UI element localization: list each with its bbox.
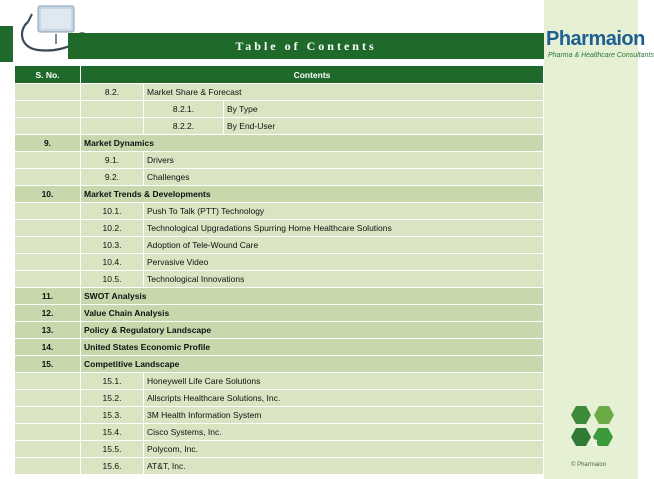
table-row [15, 169, 544, 186]
table-row [15, 220, 544, 237]
page-title: Table of Contents [235, 38, 377, 53]
row-number: 10.1. [81, 203, 144, 220]
row-number: 15.1. [81, 373, 144, 390]
row-title: Challenges [144, 169, 544, 186]
logo-name-a: Pharma [546, 28, 617, 50]
row-number: 10.4. [81, 254, 144, 271]
empty-cell [81, 101, 144, 118]
empty-cell [15, 169, 81, 186]
row-title: Market Trends & Developments [81, 186, 544, 203]
table-row [15, 288, 544, 305]
empty-cell [15, 424, 81, 441]
row-title: Honeywell Life Care Solutions [144, 373, 544, 390]
empty-cell [15, 441, 81, 458]
row-title: Cisco Systems, Inc. [144, 424, 544, 441]
empty-cell [15, 390, 81, 407]
empty-cell [15, 271, 81, 288]
row-title: AT&T, Inc. [144, 458, 544, 475]
column-header-contents: Contents [81, 66, 544, 84]
row-number: 14. [15, 339, 81, 356]
copyright-text: © Pharmaion [571, 462, 607, 468]
empty-cell [15, 407, 81, 424]
table-row [15, 254, 544, 271]
table-row [15, 101, 544, 118]
row-title: Adoption of Tele-Wound Care [144, 237, 544, 254]
table-row [15, 339, 544, 356]
row-title: Polycom, Inc. [144, 441, 544, 458]
row-title: Allscripts Healthcare Solutions, Inc. [144, 390, 544, 407]
row-number: 10. [15, 186, 81, 203]
table-row [15, 186, 544, 203]
table-row [15, 373, 544, 390]
row-number: 15. [15, 356, 81, 373]
table-row [15, 203, 544, 220]
row-number: 9.1. [81, 152, 144, 169]
row-number: 8.2.1. [144, 101, 224, 118]
column-header-no: S. No. [15, 66, 81, 84]
table-row [15, 390, 544, 407]
table-row [15, 407, 544, 424]
empty-cell [15, 152, 81, 169]
header-title-bar [68, 33, 544, 59]
empty-cell [15, 458, 81, 475]
row-title: Competitive Landscape [81, 356, 544, 373]
row-number: 15.3. [81, 407, 144, 424]
row-number: 8.2. [81, 84, 144, 101]
table-row [15, 458, 544, 475]
row-number: 15.6. [81, 458, 144, 475]
row-title: By Type [224, 101, 544, 118]
table-row [15, 271, 544, 288]
table-row [15, 356, 544, 373]
page-number: 3 [592, 438, 598, 448]
table-header-row [15, 66, 544, 84]
empty-cell [15, 118, 81, 135]
toc-body [15, 84, 544, 475]
row-title: SWOT Analysis [81, 288, 544, 305]
empty-cell [15, 220, 81, 237]
empty-cell [81, 118, 144, 135]
table-row [15, 118, 544, 135]
row-title: 3M Health Information System [144, 407, 544, 424]
row-title: Technological Upgradations Spurring Home Healthcare Solutions [144, 220, 544, 237]
row-number: 15.4. [81, 424, 144, 441]
row-number: 12. [15, 305, 81, 322]
empty-cell [15, 84, 81, 101]
table-row [15, 84, 544, 101]
table-row [15, 322, 544, 339]
row-title: Value Chain Analysis [81, 305, 544, 322]
row-number: 10.3. [81, 237, 144, 254]
empty-cell [15, 373, 81, 390]
row-title: Market Share & Forecast [144, 84, 544, 101]
row-title: Technological Innovations [144, 271, 544, 288]
table-row [15, 237, 544, 254]
table-row [15, 441, 544, 458]
table-row [15, 424, 544, 441]
row-number: 10.5. [81, 271, 144, 288]
pharmaion-logo [546, 28, 654, 68]
row-number: 9. [15, 135, 81, 152]
row-number: 8.2.2. [144, 118, 224, 135]
table-row [15, 152, 544, 169]
hexagon-decoration-icon [566, 404, 636, 464]
row-title: Drivers [144, 152, 544, 169]
logo-tagline: Pharma & Healthcare Consultants [548, 52, 654, 59]
row-title: United States Economic Profile [81, 339, 544, 356]
row-title: Policy & Regulatory Landscape [81, 322, 544, 339]
logo-name-b: ion [616, 28, 645, 50]
table-row [15, 305, 544, 322]
row-number: 13. [15, 322, 81, 339]
empty-cell [15, 203, 81, 220]
empty-cell [15, 254, 81, 271]
toc-table [14, 65, 544, 475]
row-number: 11. [15, 288, 81, 305]
row-number: 9.2. [81, 169, 144, 186]
table-row [15, 135, 544, 152]
row-number: 10.2. [81, 220, 144, 237]
row-title: Push To Talk (PTT) Technology [144, 203, 544, 220]
empty-cell [15, 237, 81, 254]
empty-cell [15, 101, 81, 118]
row-number: 15.2. [81, 390, 144, 407]
row-title: Market Dynamics [81, 135, 544, 152]
row-title: Pervasive Video [144, 254, 544, 271]
row-number: 15.5. [81, 441, 144, 458]
row-title: By End-User [224, 118, 544, 135]
